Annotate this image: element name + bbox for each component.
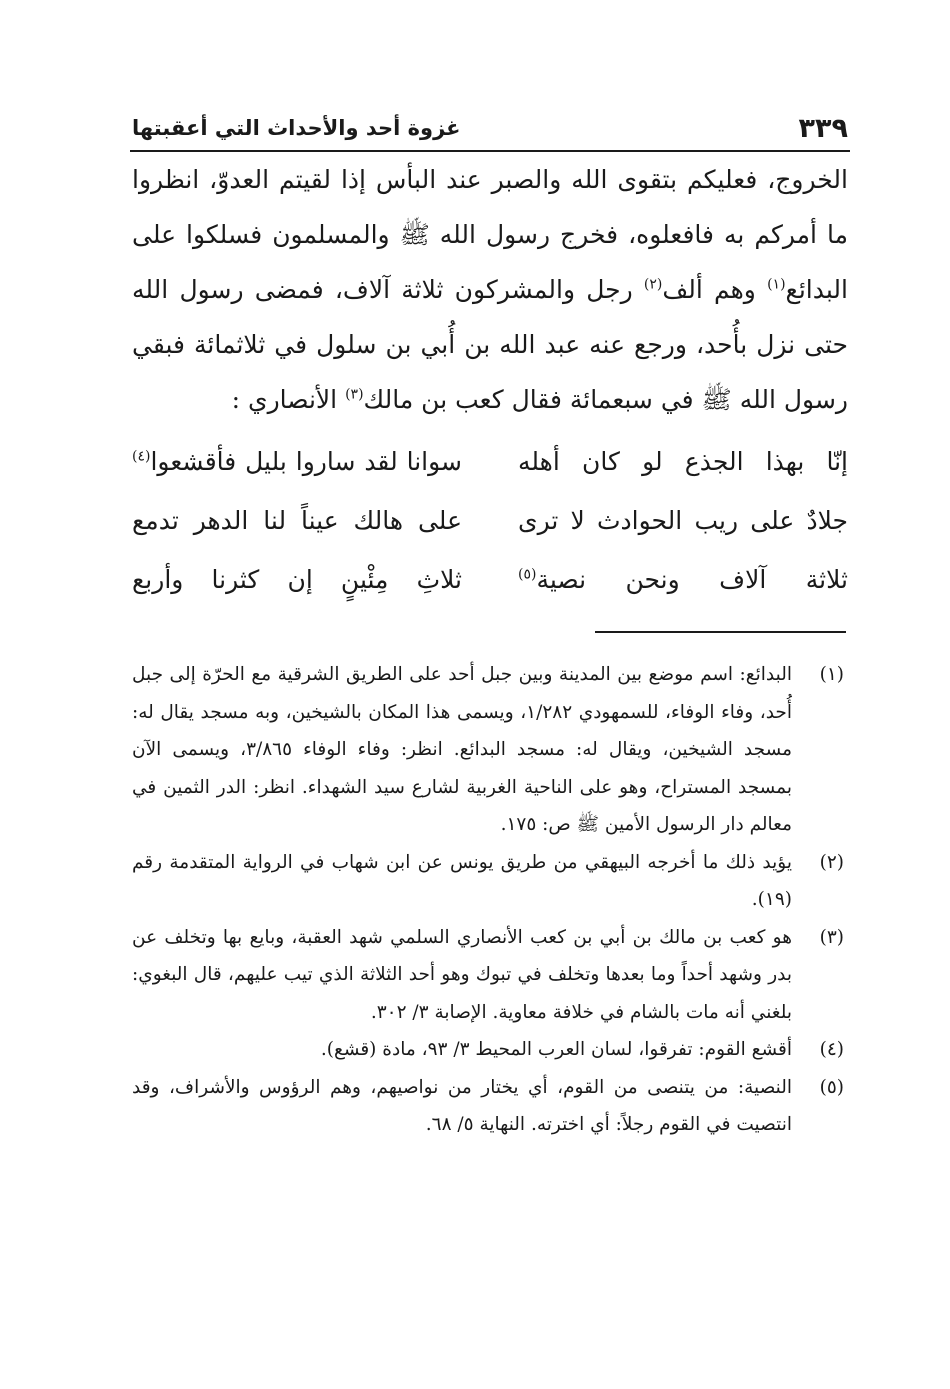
text-segment: الأنصاري :: [231, 385, 346, 414]
hemistich-first: [518, 550, 848, 609]
verse: [132, 550, 848, 609]
main-text: [132, 152, 848, 427]
hemistich-text: ثلاثة آلاف ونحن نصية: [536, 565, 848, 594]
footnote: [132, 919, 848, 1032]
footnotes: [132, 656, 848, 1144]
footnote-ref: (٣): [345, 386, 364, 403]
poem: [132, 432, 848, 609]
text-segment: رجل والمشركون ثلاثة آلاف، فمضى رسول الله حتى نزل بأُحد، ورجع عنه عبد الله بن أُبي بن سلول في ثلاثمائة فبقي رسول الله ﷺ في سبعمائة فقال كعب بن مالك: [132, 275, 848, 414]
footnote-text: البدائع: اسم موضع بين المدينة وبين جبل أحد على الطريق الشرقية مع الحرّة إلى جبل أُحد، وفاء الوفاء، للسمهودي ١/٢٨٢، ويسمى هذا المكان بالشيخين، وبه مسجد يقال له: مسجد الشيخين، ويقال له: مسجد البدائع. انظر: وفاء الوفاء ٣/٨٦٥، ويسمى الآن بمسجد المستراح، وهو على الناحية الغربية لشارع سيد الشهداء. انظر: الدر الثمين في معالم دار الرسول الأمين ﷺ ص: ١٧٥.: [132, 664, 793, 835]
hemistich-second: على هالك عيناً لنا الدهر تدمع: [132, 506, 462, 535]
footnote-number: (٣): [819, 926, 844, 948]
page-number: ٣٣٩: [798, 112, 848, 144]
footnote-number: (٢): [819, 851, 844, 873]
footnote-text: هو كعب بن مالك بن أبي بن كعب الأنصاري السلمي شهد العقبة، وبايع بها وتخلف عن بدر وشهد أحداً وما بعدها وتخلف في تبوك وهو أحد الثلاثة الذي تيب عليهم، قال البغوي: بلغني أنه مات بالشام في خلافة معاوية. الإصابة ٣/ ٣٠٢.: [132, 926, 792, 1023]
hemistich-first: جلادٌ على ريب الحوادث لا ترى: [518, 506, 848, 535]
verse: [132, 432, 848, 491]
footnote-number: (٥): [819, 1076, 844, 1098]
text-segment: وهم ألف: [662, 275, 768, 304]
footnote: [132, 1031, 848, 1069]
footnote-ref: (٤): [132, 448, 151, 465]
hemistich-second: ثلاثِ مِئْينٍ إن كثرنا وأربع: [132, 565, 462, 594]
footnote-number: (١): [819, 664, 844, 685]
footnote-ref: (١): [767, 276, 786, 293]
footnote: [132, 656, 848, 844]
hemistich-first: إنّا بهذا الجذع لو كان أهله: [518, 447, 848, 476]
text-segment: الخروج، فعليكم بتقوى الله والصبر عند البأس إذا لقيتم العدوّ، انظروا ما أمركم به فافعلوه، فخرج رسول الله ﷺ والمسلمون فسلكوا على البدائع: [132, 165, 848, 304]
footnote: [132, 844, 848, 919]
footnote-text: النصية: من يتنصى من القوم، أي يختار من نواصيهم، وهم الرؤوس والأشراف، وقد انتصيت في القوم رجلاً: أي اخترته. النهاية ٥/ ٦٨.: [132, 1076, 792, 1135]
footnote-text: يؤيد ذلك ما أخرجه البيهقي من طريق يونس عن ابن شهاب في الرواية المتقدمة رقم (١٩).: [132, 851, 792, 910]
footnote-ref: (٥): [518, 566, 537, 583]
footnote: [132, 1069, 848, 1144]
footnote-ref: (٢): [643, 276, 663, 293]
running-title: غزوة أحد والأحداث التي أعقبتها: [132, 116, 461, 140]
hemistich-second: [132, 432, 462, 491]
footnote-divider: [595, 631, 846, 633]
main-paragraph: [132, 152, 848, 427]
footnote-text: أقشع القوم: تفرقوا، لسان العرب المحيط ٣/ ٩٣، مادة (قشع).: [320, 1039, 792, 1060]
hemistich-text: سوانا لقد ساروا بليل فأقشعوا: [150, 447, 462, 476]
footnote-number: (٤): [819, 1039, 844, 1060]
verse: [132, 491, 848, 550]
page-header: [132, 108, 848, 148]
